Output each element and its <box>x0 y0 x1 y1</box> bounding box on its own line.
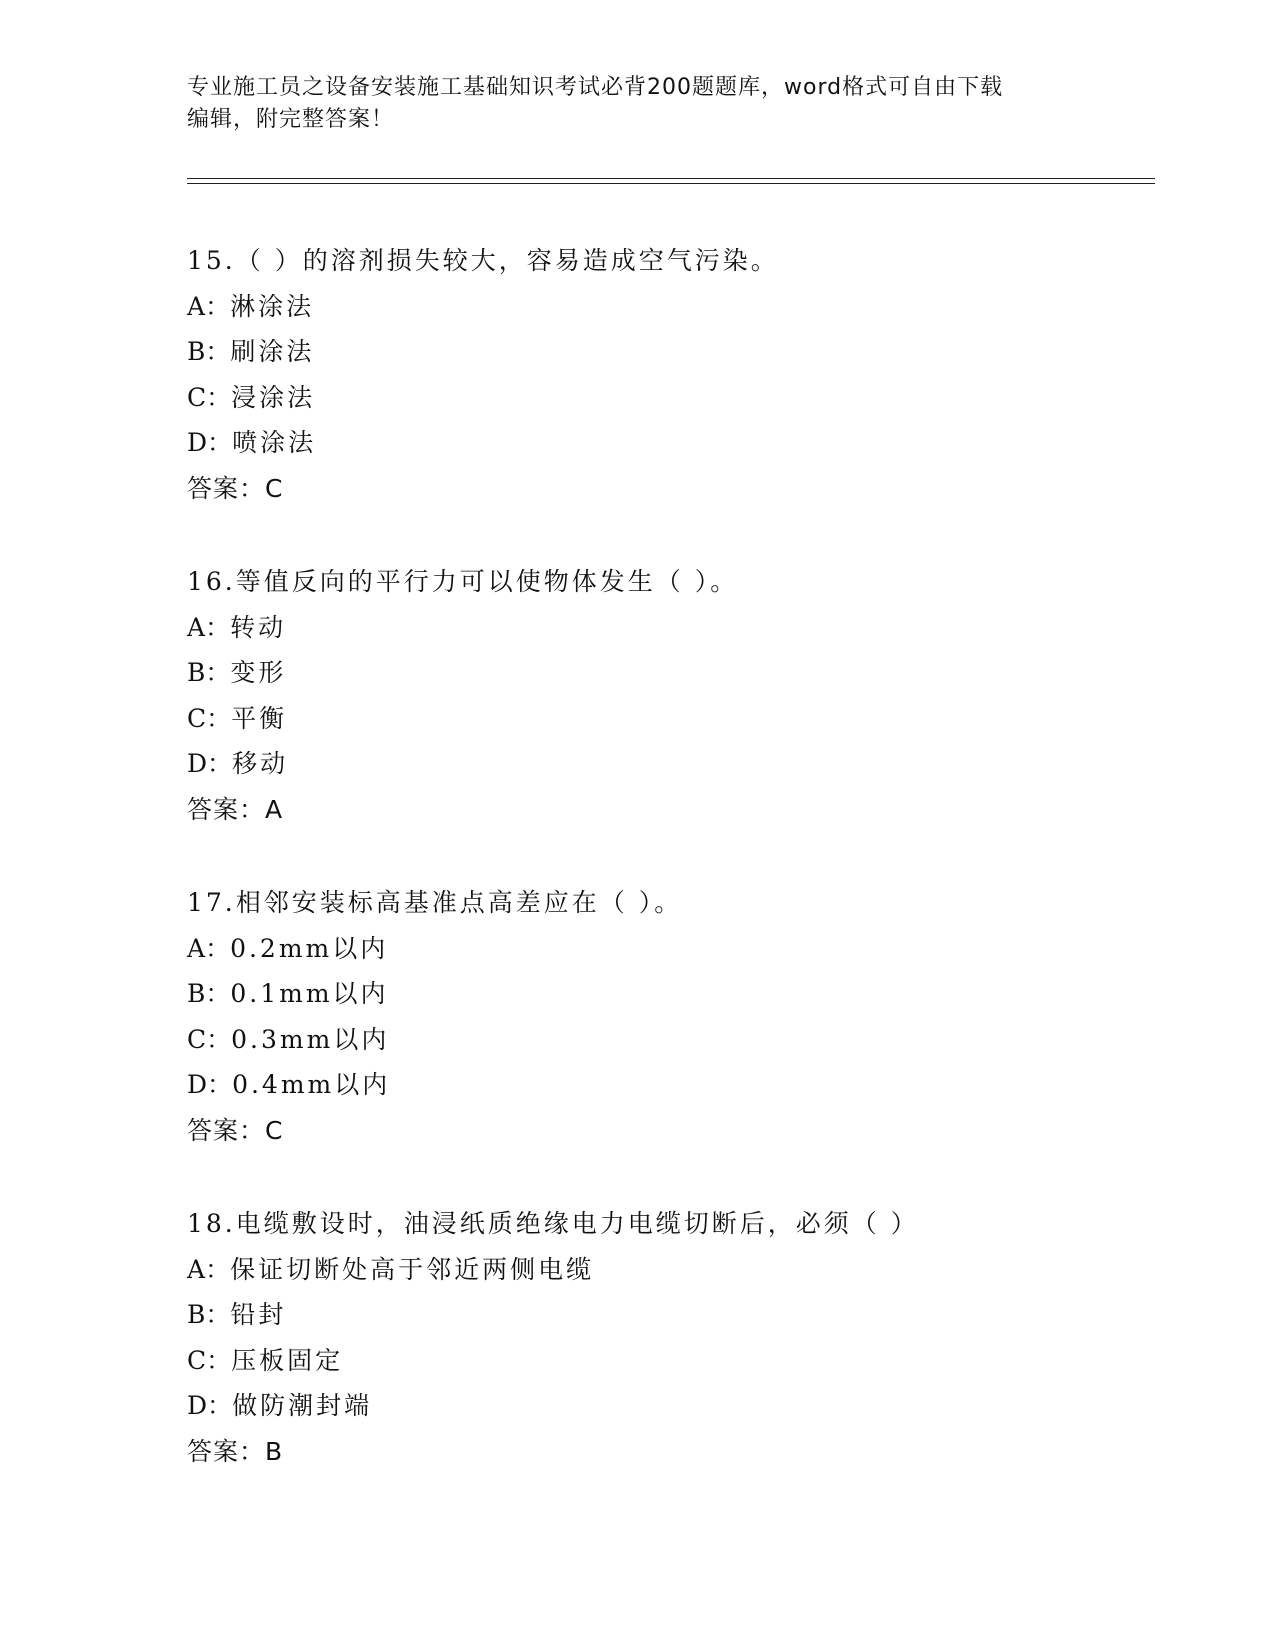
answer-value: C <box>265 1115 284 1145</box>
option-c: C：平衡 <box>187 703 288 733</box>
option-text: 浸涂法 <box>231 382 316 412</box>
option-b: B：变形 <box>187 658 287 687</box>
option-text: 0.3mm以内 <box>231 1024 390 1054</box>
option-a: A：保证切断处高于邻近两侧电缆 <box>187 1254 595 1284</box>
option-letter: C <box>187 1345 207 1375</box>
option-c: C：浸涂法 <box>187 382 316 412</box>
option-a: A：淋涂法 <box>187 291 315 321</box>
option-d: D：0.4mm以内 <box>187 1070 391 1099</box>
option-letter: C <box>187 703 207 733</box>
option-text: 喷涂法 <box>232 428 317 457</box>
option-letter: C <box>187 1024 207 1054</box>
answer-value: C <box>265 473 284 503</box>
option-text: 0.2mm以内 <box>230 933 389 963</box>
question-stem: 17.相邻安装标高基准点高差应在（ ）。 <box>187 888 683 917</box>
option-c: C：0.3mm以内 <box>187 1024 390 1054</box>
option-letter: D <box>187 428 208 457</box>
question-stem: 18.电缆敷设时，油浸纸质绝缘电力电缆切断后，必须（ ） <box>187 1209 919 1238</box>
option-text: 刷涂法 <box>230 337 315 366</box>
answer-line <box>187 787 1155 833</box>
header-line-1: 专业施工员之设备安装施工基础知识考试必背200题题库，word格式可自由下载 <box>187 75 1004 100</box>
option-b: B：铅封 <box>187 1300 287 1329</box>
option-letter: A <box>187 933 206 963</box>
option-a: A：转动 <box>187 612 287 642</box>
option-letter: B <box>187 658 206 687</box>
option-text: 0.4mm以内 <box>232 1070 391 1099</box>
option-letter: C <box>187 382 207 412</box>
option-letter: A <box>187 612 206 642</box>
header-divider-bottom <box>187 183 1155 184</box>
question-stem: 16.等值反向的平行力可以使物体发生（ ）。 <box>187 567 739 596</box>
option-a: A：0.2mm以内 <box>187 933 389 963</box>
option-text: 压板固定 <box>231 1345 344 1375</box>
option-letter: B <box>187 1300 206 1329</box>
option-b: B：0.1mm以内 <box>187 979 389 1008</box>
option-text: 0.1mm以内 <box>230 979 389 1008</box>
option-letter: D <box>187 1391 208 1420</box>
option-text: 平衡 <box>231 703 288 733</box>
option-letter: D <box>187 749 208 778</box>
option-d: D：做防潮封端 <box>187 1391 373 1420</box>
option-letter: A <box>187 1254 206 1284</box>
option-text: 移动 <box>232 749 289 778</box>
question-stem: 15.（ ）的溶剂损失较大，容易造成空气污染。 <box>187 246 779 275</box>
option-text: 铅封 <box>230 1300 287 1329</box>
answer-label: 答案： <box>187 1436 266 1466</box>
question-15 <box>187 238 1155 511</box>
option-text: 淋涂法 <box>230 291 315 321</box>
option-text: 做防潮封端 <box>232 1391 373 1420</box>
question-18 <box>187 1201 1155 1474</box>
answer-value: A <box>265 794 284 824</box>
document-header <box>187 72 1087 136</box>
answer-value: B <box>265 1436 284 1466</box>
option-letter: B <box>187 979 206 1008</box>
answer-label: 答案： <box>187 794 266 824</box>
question-17 <box>187 880 1155 1153</box>
option-b: B：刷涂法 <box>187 337 315 366</box>
option-text: 转动 <box>230 612 287 642</box>
option-text: 保证切断处高于邻近两侧电缆 <box>230 1254 595 1284</box>
option-letter: D <box>187 1070 208 1099</box>
question-16 <box>187 559 1155 832</box>
answer-label: 答案： <box>187 1115 266 1145</box>
option-d: D：移动 <box>187 749 289 778</box>
answer-line <box>187 1108 1155 1154</box>
header-divider-top <box>187 178 1155 179</box>
header-line-2: 编辑，附完整答案！ <box>187 107 395 132</box>
option-d: D：喷涂法 <box>187 428 317 457</box>
option-c: C：压板固定 <box>187 1345 344 1375</box>
option-letter: A <box>187 291 206 321</box>
option-text: 变形 <box>230 658 287 687</box>
answer-label: 答案： <box>187 473 266 503</box>
answer-line <box>187 466 1155 512</box>
option-letter: B <box>187 337 206 366</box>
answer-line <box>187 1429 1155 1475</box>
